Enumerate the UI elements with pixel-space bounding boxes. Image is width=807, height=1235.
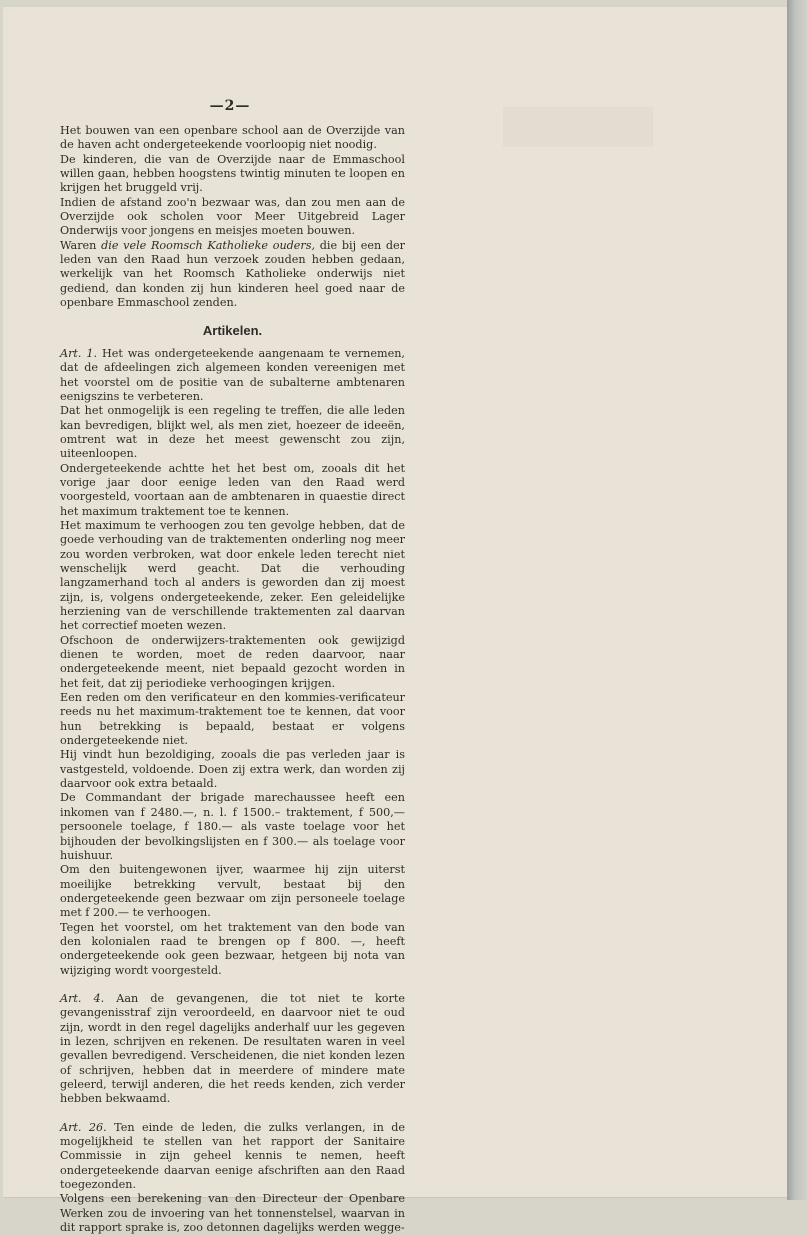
art1-text: Het was ondergeteekende aangenaam te vernemen, dat de afdeelingen zich algemeen konden vereenigen met het voorstel om de positie van de subalterne ambtenaren eenigszins te verbeteren. xyxy=(60,346,405,403)
intro-paragraph-1: Het bouwen van een openbare school aan de Overzijde van de haven acht ondergeteekende voorloopig niet noodig. xyxy=(60,124,405,152)
art1-para-9: Tegen het voorstel, om het traktement van den bode van den kolonialen raad te brengen op f 800. —, heeft ondergeteekende ook geen bezwaar, hetgeen bij nota van wijziging wordt voorgesteld. xyxy=(60,920,405,977)
art1-para-8: Om den buitengewonen ijver, waarmee hij zijn uiterst moeilijke betrekking vervult, bestaat bij den ondergeteekende geen bezwaar om zijn personeele toelage met f 200.— te verhoogen. xyxy=(60,863,405,920)
spacer xyxy=(60,1107,405,1121)
art1-para-1: Dat het onmogelijk is een regeling te treffen, die alle leden kan bevredigen, blijkt wel, als men ziet, hoezeer de ideeën, omtrent wat in deze het meest gewenscht zou zijn, uiteenloopen. xyxy=(60,404,405,461)
art1-para-4: Ofschoon de onderwijzers-traktementen ook gewijzigd dienen te worden, moet de reden daarvoor, naar ondergeteekende meent, niet bepaald gezocht worden in het feit, dat zij periodieke verhoogingen krijgen. xyxy=(60,633,405,690)
art4-paragraph xyxy=(60,992,405,1107)
art1-para-2: Ondergeteekende achtte het het best om, zooals dit het vorige jaar door eenige leden van den Raad werd voorgesteld, voortaan aan de ambtenaren in quaestie direct het maximum traktement toe te kennen. xyxy=(60,461,405,518)
art4-label: Art. 4. xyxy=(60,991,105,1005)
spacer xyxy=(60,978,405,992)
page-number: —2— xyxy=(209,98,251,114)
waren-post: die bij een der leden van den Raad hun verzoek zouden hebben gedaan, werkelijk van het Roomsch Katholieke onderwijs niet gediend, dan konden zij hun kinderen heel goed naar de openbare Emmaschool zenden. xyxy=(60,238,405,310)
text-column xyxy=(60,124,405,1235)
art4-text: Aan de gevangenen, die tot niet te korte gevangenisstraf zijn veroordeeld, en daarvoor niet te oud zijn, wordt in den regel dagelijks anderhalf uur les gegeven in lezen, schrijven en rekenen. De resultaten waren in veel gevallen bevredigend. Verscheidenen, die niet konden lezen of schrijven, hebben dat in meerdere of mindere mate geleerd, terwijl anderen, die het reeds kenden, zich verder hebben bekwaamd. xyxy=(60,991,405,1106)
intro-paragraph-2: De kinderen, die van de Overzijde naar de Emmaschool willen gaan, hebben hoogstens twintig minuten te loopen en krijgen het bruggeld vrij. xyxy=(60,152,405,195)
art1-paragraph xyxy=(60,347,405,404)
art1-para-6: Hij vindt hun bezoldiging, zooals die pas verleden jaar is vastgesteld, voldoende. Doen zij extra werk, dan worden zij daarvoor ook extra betaald. xyxy=(60,748,405,791)
intro-paragraph-3: Indien de afstand zoo'n bezwaar was, dan zou men aan de Overzijde ook scholen voor Meer Uitgebreid Lager Onderwijs voor jongens en meisjes moeten bouwen. xyxy=(60,195,405,238)
art26-paragraph xyxy=(60,1121,405,1193)
art1-para-5: Een reden om den verificateur en den kommies-verificateur reeds nu het maximum-traktement toe te kennen, dat voor hun betrekking is bepaald, bestaat er volgens ondergeteekende niet. xyxy=(60,691,405,748)
waren-italic: die vele Roomsch Katholieke ouders, xyxy=(101,238,316,252)
art26-para-2: Volgens een berekening van den Directeur der Openbare Werken zou de invoering van het tonnenstelsel, waarvan in dit rapport sprake is, zoo detonnen dagelijks werden wegge- xyxy=(60,1192,405,1235)
art1-para-3: Het maximum te verhoogen zou ten gevolge hebben, dat de goede verhouding van de traktementen onderling nog meer zou worden verbroken, wat door enkele leden terecht niet wenschelijk werd geacht. Dat die verhouding langzamerhand toch al anders is geworden dan zij moest zijn, is, volgens ondergeteekende, zeker. Een geleidelijke herziening van de verschillende traktementen zal daarvan het correctief moeten wezen. xyxy=(60,518,405,633)
art26-text: Ten einde de leden, die zulks verlangen, in de mogelijkheid te stellen van het rapport der Sanitaire Commissie in zijn geheel kennis te nemen, heeft ondergeteekende daarvan eenige afschriften aan den Raad toegezonden. xyxy=(60,1120,406,1192)
scan-edge xyxy=(787,0,807,1200)
waren-pre: Waren xyxy=(60,238,102,252)
art26-label: Art. 26. xyxy=(60,1120,107,1134)
waren-paragraph xyxy=(60,239,405,311)
art1-para-7: De Commandant der brigade marechaussee heeft een inkomen van f 2480.—, n. l. f 1500.– traktement, f 500,— persoonele toelage, f 180.— als vaste toelage voor het bijhouden der bevolkingslijsten en f 300.— als toelage voor huishuur. xyxy=(60,791,405,862)
show-through-smudge xyxy=(503,107,653,147)
section-heading: Artikelen. xyxy=(202,323,263,339)
art1-label: Art. 1. xyxy=(60,346,98,360)
